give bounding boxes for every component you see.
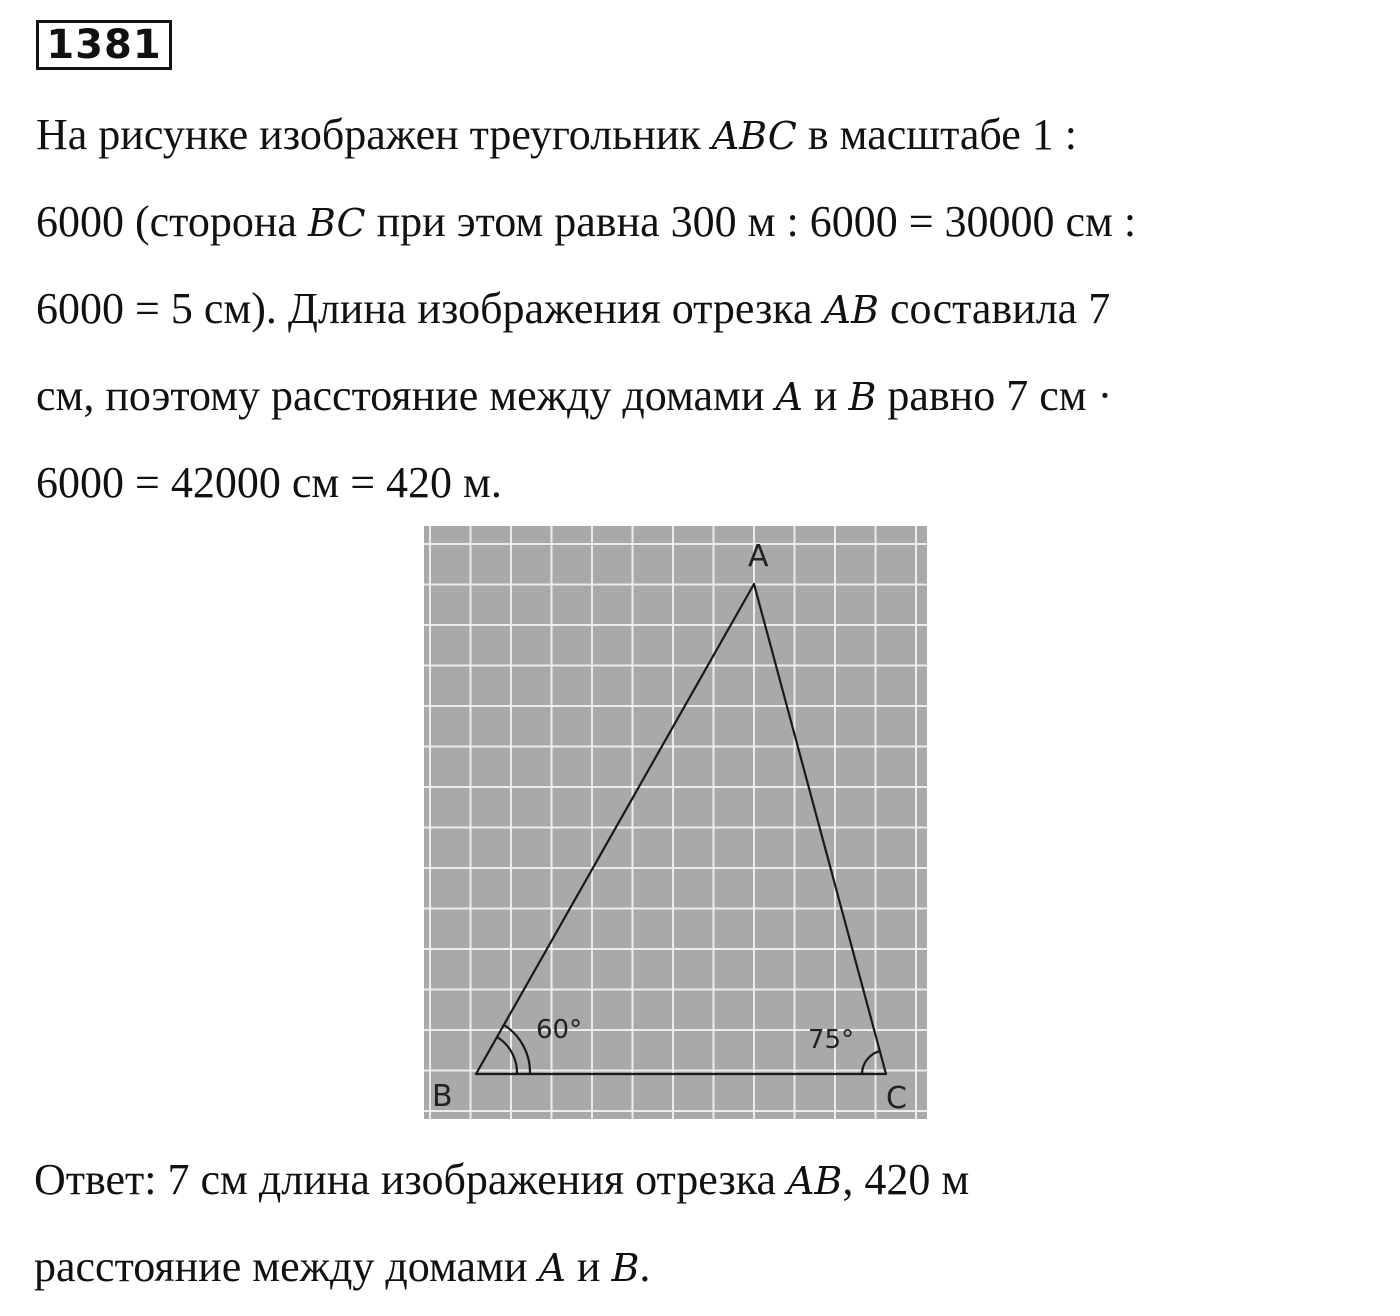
vertex-b-label: B — [432, 1079, 453, 1114]
problem-number: 1381 — [36, 20, 172, 70]
answer-line-2: расстояние между домами A и B. — [34, 1242, 651, 1291]
angle-b-label: 60° — [536, 1015, 583, 1045]
text-line-5: 6000 = 42000 см = 420 м. — [36, 458, 502, 507]
grid-paper — [424, 526, 927, 1119]
answer-line-1: Ответ: 7 см длина изображения отрезка AB, 420 м — [34, 1155, 970, 1204]
vertex-a-label: A — [748, 539, 769, 574]
text-line-2: 6000 (сторона BC при этом равна 300 м : 6000 = 30000 см : — [36, 197, 1137, 246]
text-line-4: см, поэтому расстояние между домами A и B равно 7 см · — [36, 371, 1113, 420]
vertex-c-label: C — [886, 1081, 907, 1116]
text-line-3: 6000 = 5 см). Длина изображения отрезка AB составила 7 — [36, 284, 1111, 333]
angle-c-label: 75° — [808, 1025, 855, 1055]
triangle-figure — [424, 526, 927, 1119]
text-line-1: На рисунке изображен треугольник ABC в масштабе 1 : — [36, 110, 1077, 159]
